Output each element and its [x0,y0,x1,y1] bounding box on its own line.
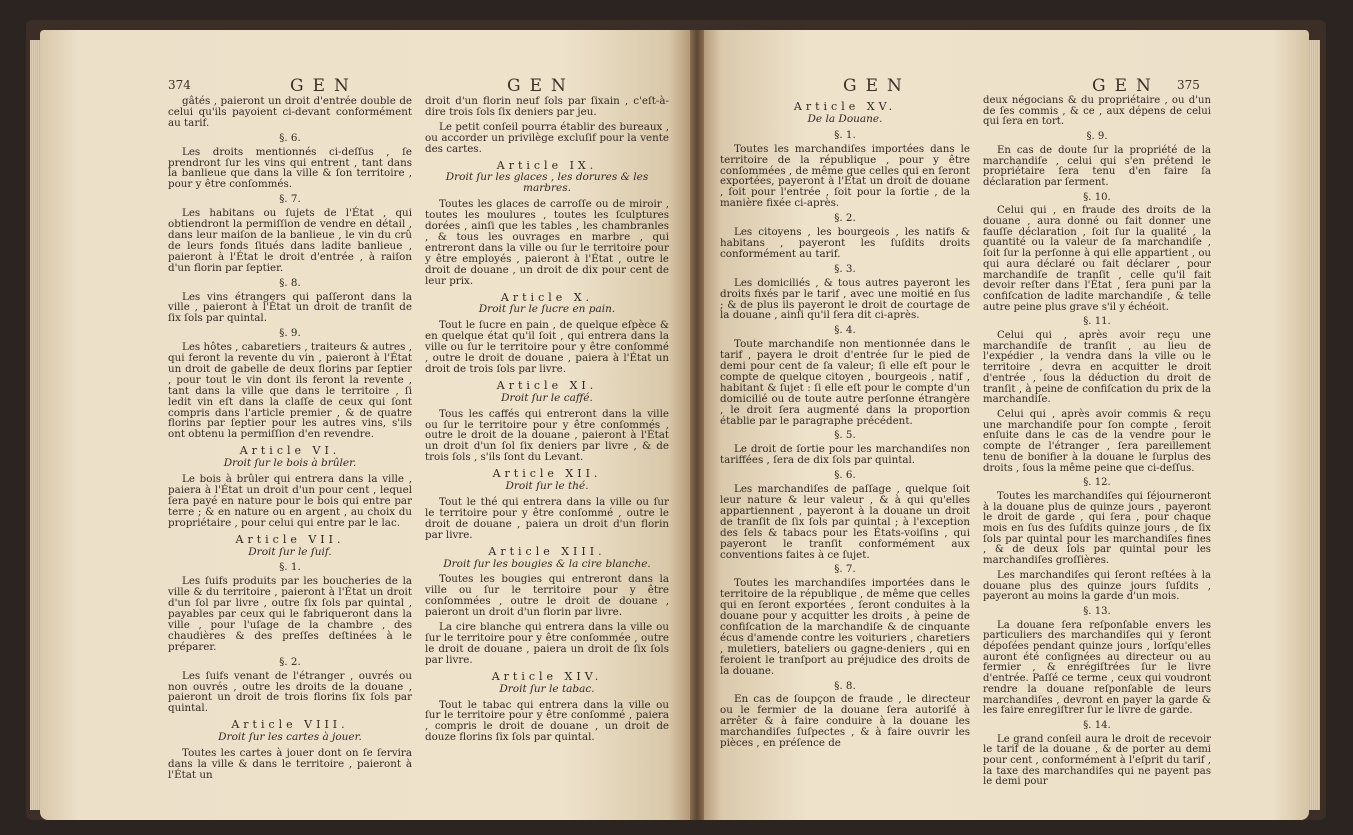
article-heading: Article X. [500,290,594,304]
article-heading: Article VIII. [231,718,349,732]
paragraph: Les marchandiſes de paſſage , quelque ſoit leur nature & leur valeur , & à qui qu'elles appartiennent , payeront à la douane un droit de tranſit de ſix ſols par quintal ; à l'exception des ſels & tabacs pour les États-voiſins , qui payeront le tranſit conformément aux conventions faites à ce ſujet. [720,483,970,561]
paragraph: Le petit conſeil pourra établir des bureaux , ou accorder un privilège excluſif pour la vente des cartes. [425,120,669,155]
paragraph: En cas de doute ſur la propriété de la marchandiſe , celui qui s'en prétend le propriétaire ſera tenu d'en faire ſa déclaration par ſerment. [983,144,1211,188]
paragraph: La douane ſera reſponſable envers les particuliers des marchandiſes qui y ſeront dépoſées pendant quinze jours , lorſqu'elles auront été conſignées au directeur ou au fermier , & enrégiſtrées ſur le livre d'entrée. Paſſé ce terme , ceux qui voudront rendre la douane reſponſable de leurs marchandiſes , devront en payer la garde & les faire enregiſtrer ſur le livre de garde. [983,619,1211,717]
paragraph: Les citoyens , les bourgeois , les natifs & habitans , payeront les ſuſdits droits conformément au tarif. [720,226,970,260]
right-page-number: 375 [1177,78,1200,92]
section-number: §. 12. [1083,477,1111,489]
paragraph: Les ſuifs produits par les boucheries de la ville & du territoire , paieront à l'État un droit d'un ſol par livre , outre ſix ſols par quintal , payables par ceux qui le fabriqueront dans la ville , pour l'uſage de la chambre , des chaudières & des preſſes deſtinées à le préparer. [168,575,412,653]
paragraph: Les hôtes , cabaretiers , traiteurs & autres , qui feront la revente du vin , paieront à l'État un droit de gabelle de deux florins par ſeptier , pour tout le vin dont ils feront la revente , tant dans la ville que dans le territoire , ſi ledit vin eſt dans la claſſe de ceux qui ſont compris dans l'article premier , & de quatre florins par ſeptier pour les autres vins, s'ils ont obtenu la permiſſion d'en revendre. [168,341,412,441]
article-heading: Article XV. [793,100,897,113]
article-heading: Article VI. [239,444,341,458]
left-header-right: GEN [507,76,575,96]
section-number: §. 14. [1083,719,1111,731]
article-heading: Article XIV. [491,669,603,683]
article-title: Droit ſur le ſuif. [248,545,332,558]
book-gutter [690,30,704,820]
section-number: §. 4. [834,324,856,337]
paragraph: Toute marchandiſe non mentionnée dans le tarif , payera le droit d'entrée ſur le pied de demi pour cent de ſa valeur; ſi elle eſt pour le compte de quelque citoyen , bourgeois , natif , habitant & ſujet : ſi elle eſt pour le compte d'un domicilié ou de toute autre perſonne étrangère , le droit ſera augmenté dans la proportion établie par le paragraphe précédent. [720,338,970,427]
article-title: Droit ſur les glaces , les dorures & les marbres. [445,171,649,195]
article-title: Droit ſur le ſucre en pain. [478,303,616,316]
article-heading: Article XI. [496,378,598,392]
article-heading: Article VII. [235,532,345,546]
article-heading: Article XII. [492,467,602,481]
right-header-right: GEN [1092,76,1160,96]
paragraph: Toutes les marchandiſes importées dans le territoire de la république , de même que celles qui en ſeront exportées , ſeront conduites à la douane pour y acquitter les droits , à peine de confiſcation de la marchandiſe & de cinquante écus d'amende contre les voituriers , charetiers , muletiers, bateliers ou gagne-deniers , qui en feroient le tranſport au préjudice des droits de la douane. [720,577,970,677]
paragraph-continued: droit d'un florin neuf ſols par ſixain , c'eſt-à-dire trois ſols ſix deniers par jeu. [425,95,669,118]
article-heading: Article XIII. [488,544,606,558]
article-title: Droit ſur le tabac. [499,682,595,695]
left-header-left: GEN [290,76,358,96]
section-number: §. 1. [834,128,856,141]
paragraph-continued: deux négocians & du propriétaire , ou d'un de ſes commis , & ce , aux dépens de celui qui ſera en tort. [983,95,1211,128]
paragraph: Les vins étrangers qui paſſeront dans la ville , paieront à l'État un droit de tranſit de ſix ſols par quintal. [168,290,412,325]
paragraph: gâtés , paieront un droit d'entrée double de celui qu'ils payoient ci-devant conformément au tarif. [168,95,412,129]
article-title: Droit ſur les cartes à jouer. [218,731,362,744]
paragraph: Les marchandiſes qui ſeront reſtées à la douane plus des quinze jours ſuſdits , payeront au moins la garde d'un mois. [983,569,1211,603]
paragraph: En cas de ſoupçon de fraude , le directeur ou le fermier de la douane ſera autoriſé à arrêter & à faire conduire à la douane les marchandiſes ſuſpectes , & à faire ouvrir les pièces , en préſence de [720,693,970,750]
article-title: Droit ſur les bougies & la cire blanche. [443,557,651,570]
paragraph: Tout le tabac qui entrera dans la ville ou ſur le territoire pour y être conſommé , paiera , compris le droit de douane , un droit de douze florins ſix ſols par quintal. [425,698,669,744]
section-number: §. 7. [279,193,301,206]
left-page-column-1 [168,96,412,810]
section-number: §. 9. [1086,131,1108,143]
section-number: §. 3. [834,262,856,275]
paragraph: Le droit de ſortie pour les marchandiſes non tariffées , ſera de dix ſols par quintal. [720,443,970,467]
section-number: §. 6. [279,131,301,144]
section-number: §. 13. [1083,605,1111,617]
section-number: §. 6. [834,469,856,482]
section-number: §. 2. [279,655,301,668]
paragraph: Celui qui , après avoir reçu une marchandiſe de tranſit , au lieu de l'expédier , la vendra dans la ville ou le territoire , devra en acquitter le droit d'entrée , ſous la déduction du droit de tranſit , à peine de confiſcation du prix de la marchandiſe. [983,330,1211,406]
paragraph: Toutes les marchandiſes importées dans le territoire de la république , pour y être conſommées , de même que celles qui en ſeront exportées, payeront à l'État un droit de douane , ſoit pour l'entrée , ſoit pour la ſortie , de la manière fixée ci-après. [720,142,970,210]
paragraph: Le grand conſeil aura le droit de recevoir le tarif de la douane , & de porter au demi pour cent , conformément à l'eſprit du tarif , la taxe des marchandiſes qui ne payent pas le demi pour [983,733,1211,788]
article-title: Droit ſur le caffé. [501,391,593,404]
article-title: De la Douane. [807,112,883,125]
left-page-number: 374 [168,78,191,92]
section-number: §. 11. [1083,316,1111,328]
paragraph: La cire blanche qui entrera dans la ville ou ſur le territoire pour y être conſommée , outre le droit de douane , paiera un droit de ſix ſols par livre. [425,621,669,666]
article-title: Droit ſur le thé. [505,480,589,493]
paragraph: Tout le ſucre en pain , de quelque eſpèce & en quelque état qu'il ſoit , qui entrera dans la ville ou ſur le territoire pour y être conſommé , outre le droit de douane , paiera à l'État un droit de trois ſols par livre. [425,319,669,375]
section-number: §. 7. [834,563,856,576]
paragraph: Tous les caffés qui entreront dans la ville ou ſur le territoire pour y être conſommés , outre le droit de la douane , paieront à l'État un droit d'un ſol ſix deniers par livre , & de trois ſols , s'ils ſont du Levant. [425,407,669,464]
paragraph: Toutes les bougies qui entreront dans la ville ou ſur le territoire pour y être conſommées , outre le droit de douane , paieront un droit d'un florin par livre. [425,573,669,619]
right-header-left: GEN [843,76,911,96]
paragraph: Les droits mentionnés ci-deſſus , ſe prendront ſur les vins qui entrent , tant dans la banlieue que dans la ville & ſon territoire , pour y être conſommés. [168,145,412,191]
left-page-column-2 [425,96,669,810]
article-heading: Article IX. [496,158,598,172]
paragraph: Les ſuifs venant de l'étranger , ouvrés ou non ouvrés , outre les droits de la douane , paieront un droit de trois florins ſix ſols par quintal. [168,669,412,715]
section-number: §. 9. [279,327,301,340]
paragraph: Les domiciliés , & tous autres payeront les droits fixés par le tarif , avec une moitié en ſus ; & de plus ils payeront le droit de courtage de la douane , ainſi qu'il ſera dit ci-après. [720,276,970,322]
paragraph: Tout le thé qui entrera dans la ville ou ſur le territoire pour y être conſommé , outre le droit de douane , paiera un droit d'un florin par livre. [425,496,669,541]
section-number: §. 8. [834,679,856,692]
right-page-column-2 [983,96,1211,810]
section-number: §. 1. [279,561,301,574]
right-page-column-1 [720,96,970,810]
section-number: §. 10. [1083,191,1111,203]
paragraph: Toutes les marchandiſes qui ſéjourneront à la douane plus de quinze jours , payeront le droit de garde , qui ſera , pour chaque mois en ſus des ſuſdits quinze jours , de ſix ſols par quintal pour les marchandiſes fines , & de deux ſols par quintal pour les marchandiſes groſſières. [983,490,1211,567]
paragraph: Celui qui , après avoir commis & reçu une marchandiſe pour ſon compte , ſeroit enſuite dans le cas de la vendre pour le compte de l'étranger , ſera pareillement tenu de bonifier à la douane le ſurplus des droits , ſous la même peine que ci-deſſus. [983,408,1211,474]
paragraph: Celui qui , en fraude des droits de la douane , aura donné ou fait donner une fauſſe déclaration , ſoit ſur la qualité , la quantité ou la valeur de ſa marchandiſe , ſoit ſur la perſonne à qui elle appartient , ou qui aura déclaré ou fait déclarer , pour marchandiſe de tranſit , celle qu'il fait devoir reſter dans l'État , ſera puni par la confiſcation de ladite marchandiſe , & telle autre peine plus grave s'il y échéoit. [983,205,1211,313]
paragraph: Toutes les glaces de carroſſe ou de miroir , toutes les moulures , toutes les ſculptures dorées , ainſi que les tables , les chambranles , & tous les ouvrages en marbre , qui entreront dans la ville ou ſur le territoire pour y être employés , paieront à l'État , outre le droit de douane , un droit de dix pour cent de leur prix. [425,198,669,287]
paragraph: Toutes les cartes à jouer dont on ſe ſervira dans la ville & dans le territoire , paieront à l'État un [168,747,412,781]
article-title: Droit ſur le bois à brûler. [223,457,357,470]
paragraph: Le bois à brûler qui entrera dans la ville , paiera à l'État un droit d'un pour cent , lequel ſera payé en nature pour le bois qui entre par terre ; & en nature ou en argent , au choix du propriétaire , pour celui qui entre par le lac. [168,473,412,529]
section-number: §. 2. [834,212,856,225]
section-number: §. 8. [279,276,301,289]
paragraph: Les habitans ou ſujets de l'État , qui obtiendront la permiſſion de vendre en détail , dans leur maiſon de la banlieue , le vin du crû de leurs fonds ſitués dans ladite banlieue , paieront à l'État le droit d'entrée , à raiſon d'un florin par ſeptier. [168,207,412,274]
section-number: §. 5. [834,429,856,442]
